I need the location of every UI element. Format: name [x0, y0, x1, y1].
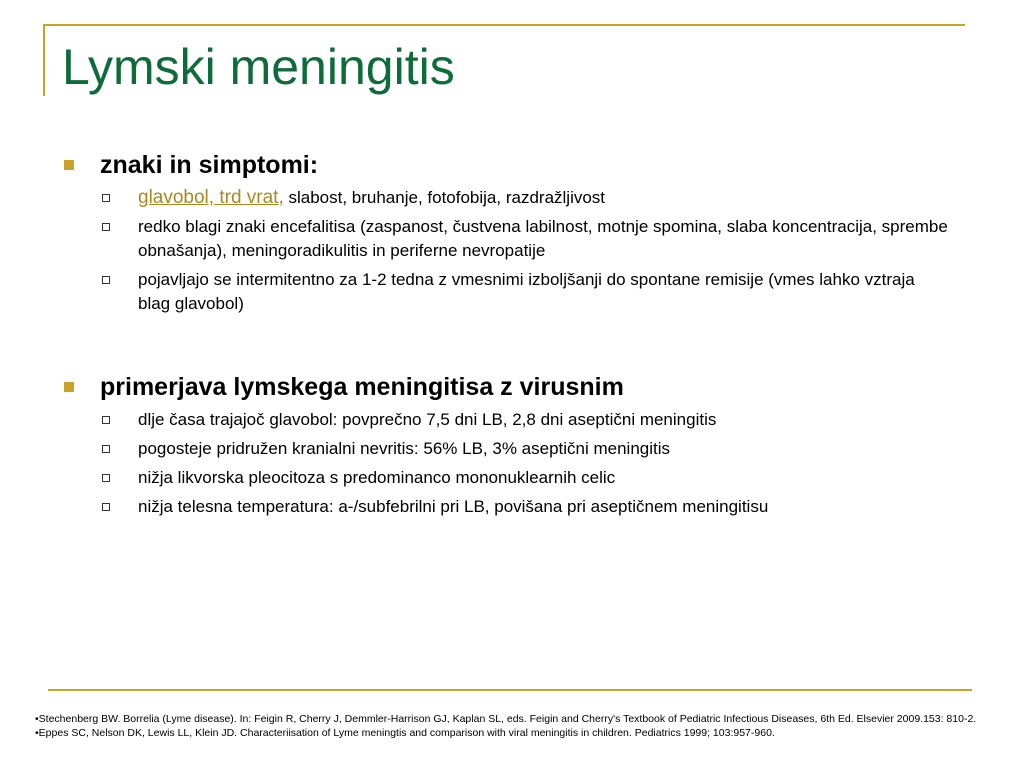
item-text: redko blagi znaki encefalitisa (zaspanost, čustvena labilnost, motnje spomina, slaba koncentracija, sprembe obnašanja), meningoradikulitis in periferne nevropatije	[138, 217, 948, 260]
bullet-level1	[58, 372, 948, 402]
item-text: dlje časa trajajoč glavobol: povprečno 7,5 dni LB, 2,8 dni aseptični meningitis	[138, 410, 717, 429]
list-item	[58, 408, 948, 432]
list-item	[58, 215, 948, 263]
hollow-square-bullet-icon	[102, 276, 110, 284]
list-item	[58, 186, 948, 210]
item-text: slabost, bruhanje, fotofobija, razdražljivost	[283, 188, 606, 207]
list-item	[58, 495, 948, 519]
footer-divider	[48, 689, 972, 691]
item-text: pojavljajo se intermitentno za 1-2 tedna z vmesnimi izboljšanji do spontane remisije (vmes lahko vztraja blag glavobol)	[138, 270, 915, 313]
list-item	[58, 466, 948, 490]
hollow-square-bullet-icon	[102, 223, 110, 231]
item-text: nižja telesna temperatura: a-/subfebrilni pri LB, povišana pri aseptičnem meningitisu	[138, 497, 769, 516]
frame-left-line	[43, 24, 45, 96]
reference-item: •Stechenberg BW. Borrelia (Lyme disease). In: Feigin R, Cherry J, Demmler-Harrison GJ, Kaplan SL, eds. Feigin and Cherry's Textbook of Pediatric Infectious Diseases, 6th Ed. Elsevier 2009.153: 810-2.	[35, 713, 977, 725]
reference-item: •Eppes SC, Nelson DK, Lewis LL, Klein JD. Characteriisation of Lyme meningtis and comparison with viral meningitis in children. Pediatrics 1999; 103:957-960.	[35, 727, 775, 739]
highlighted-text-link[interactable]: glavobol, trd vrat,	[138, 187, 284, 208]
section-comparison	[58, 372, 948, 519]
item-text: pogosteje pridružen kranialni nevritis: 56% LB, 3% aseptični meningitis	[138, 439, 671, 458]
item-text: nižja likvorska pleocitoza s predominanco mononuklearnih celic	[138, 468, 616, 487]
references	[35, 712, 990, 740]
section-heading: primerjava lymskega meningitisa z virusnim	[100, 373, 624, 401]
slide-content	[58, 150, 948, 575]
square-bullet-icon	[64, 160, 74, 170]
frame-top-line	[43, 24, 965, 26]
hollow-square-bullet-icon	[102, 445, 110, 453]
sub-bullet-list	[58, 408, 948, 519]
section-heading: znaki in simptomi:	[100, 151, 319, 179]
slide-title: Lymski meningitis	[62, 39, 455, 95]
list-item	[58, 268, 948, 316]
sub-bullet-list	[58, 186, 948, 316]
hollow-square-bullet-icon	[102, 416, 110, 424]
list-item	[58, 437, 948, 461]
section-symptoms	[58, 150, 948, 316]
bullet-level1	[58, 150, 948, 180]
hollow-square-bullet-icon	[102, 194, 110, 202]
hollow-square-bullet-icon	[102, 503, 110, 511]
square-bullet-icon	[64, 382, 74, 392]
hollow-square-bullet-icon	[102, 474, 110, 482]
